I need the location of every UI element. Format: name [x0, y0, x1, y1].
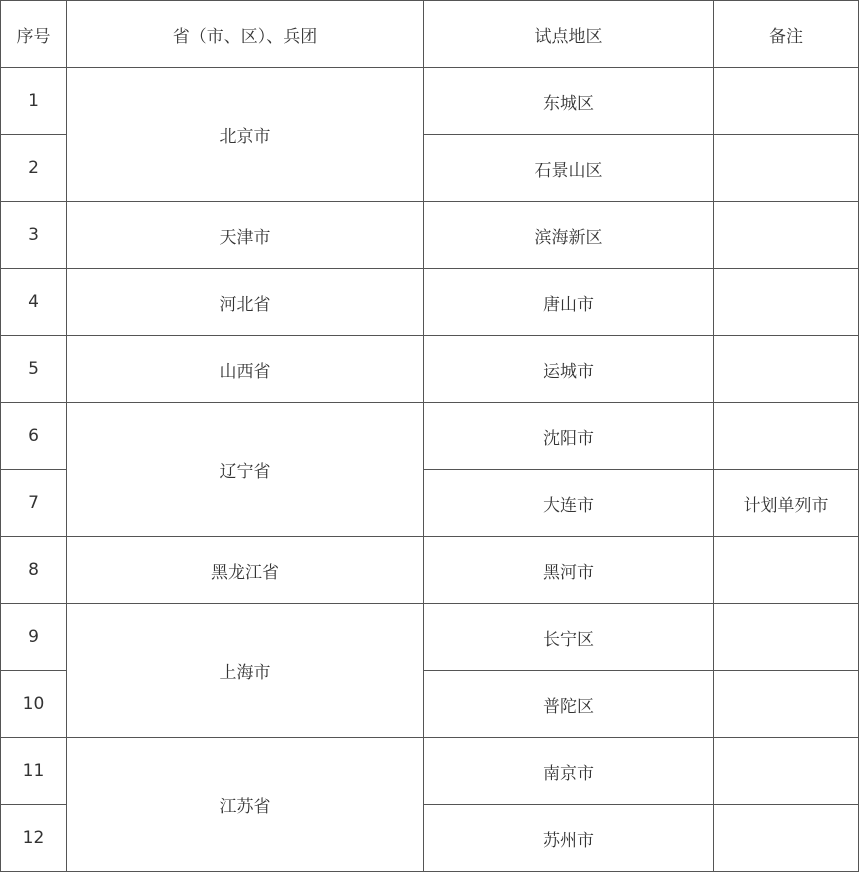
row-no: 12 [1, 805, 67, 872]
row-pilot: 石景山区 [424, 135, 714, 202]
row-pilot: 唐山市 [424, 269, 714, 336]
row-remark [714, 68, 859, 135]
row-pilot: 长宁区 [424, 604, 714, 671]
row-province: 上海市 [67, 604, 424, 738]
row-remark [714, 671, 859, 738]
row-no: 4 [1, 269, 67, 336]
row-remark: 计划单列市 [714, 470, 859, 537]
row-remark [714, 135, 859, 202]
row-remark [714, 604, 859, 671]
row-pilot: 苏州市 [424, 805, 714, 872]
header-province: 省（市、区）、兵团 [67, 1, 424, 68]
row-remark [714, 269, 859, 336]
row-remark [714, 202, 859, 269]
header-row [1, 1, 859, 68]
table-row [1, 269, 859, 336]
row-pilot: 南京市 [424, 738, 714, 805]
row-no: 8 [1, 537, 67, 604]
row-province: 河北省 [67, 269, 424, 336]
row-pilot: 滨海新区 [424, 202, 714, 269]
table-row [1, 336, 859, 403]
row-remark [714, 738, 859, 805]
row-no: 3 [1, 202, 67, 269]
row-remark [714, 537, 859, 604]
row-pilot: 普陀区 [424, 671, 714, 738]
row-no: 2 [1, 135, 67, 202]
row-pilot: 东城区 [424, 68, 714, 135]
header-no: 序号 [1, 1, 67, 68]
header-remark: 备注 [714, 1, 859, 68]
row-province: 江苏省 [67, 738, 424, 872]
row-no: 10 [1, 671, 67, 738]
row-province: 辽宁省 [67, 403, 424, 537]
row-no: 7 [1, 470, 67, 537]
row-no: 6 [1, 403, 67, 470]
row-remark [714, 805, 859, 872]
row-pilot: 运城市 [424, 336, 714, 403]
row-province: 北京市 [67, 68, 424, 202]
row-pilot: 黑河市 [424, 537, 714, 604]
row-province: 山西省 [67, 336, 424, 403]
row-remark [714, 336, 859, 403]
table-row [1, 68, 859, 135]
table-row [1, 537, 859, 604]
row-no: 5 [1, 336, 67, 403]
row-pilot: 大连市 [424, 470, 714, 537]
table-row [1, 202, 859, 269]
row-pilot: 沈阳市 [424, 403, 714, 470]
header-pilot: 试点地区 [424, 1, 714, 68]
table-row [1, 738, 859, 805]
row-no: 11 [1, 738, 67, 805]
row-remark [714, 403, 859, 470]
row-province: 黑龙江省 [67, 537, 424, 604]
table-row [1, 604, 859, 671]
table-row [1, 403, 859, 470]
row-no: 9 [1, 604, 67, 671]
row-province: 天津市 [67, 202, 424, 269]
row-no: 1 [1, 68, 67, 135]
